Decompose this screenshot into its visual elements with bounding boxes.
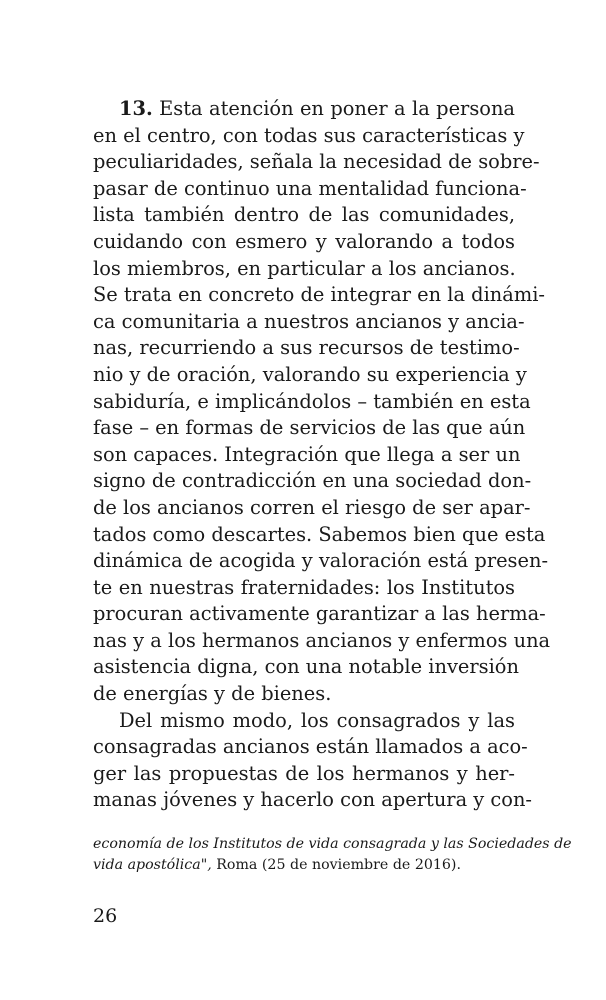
page-number: 26 (93, 905, 118, 927)
text-line: te en nuestras fraternidades: los Institutos (93, 575, 515, 599)
text-line: Se trata en concreto de integrar en la dinámi- (93, 283, 545, 307)
paragraph-13 (93, 96, 551, 708)
text-line: en el centro, con todas sus características y (93, 123, 525, 147)
text-line: Del mismo modo, los consagrados y las (119, 708, 515, 732)
text-line: asistencia digna, con una notable inversión (93, 655, 519, 679)
text-line: 13. Esta atención en poner a la persona (119, 97, 515, 120)
text-line: signo de contradicción en una sociedad don- (93, 469, 532, 493)
text-line: fase – en formas de servicios de las que aún (93, 416, 526, 440)
text-line: procuran activamente garantizar a las herma- (93, 602, 546, 626)
main-text (93, 96, 551, 814)
text-line: nio y de oración, valorando su experiencia y (93, 362, 527, 386)
text-line: ca comunitaria a nuestros ancianos y ancia- (93, 309, 525, 333)
footnote-line: economía de los Institutos de vida consagrada y las Sociedades de (93, 836, 572, 852)
text-line: pasar de continuo una mentalidad funciona- (93, 176, 527, 200)
text-line: peculiaridades, señala la necesidad de sobre- (93, 150, 540, 174)
footnote (93, 834, 572, 876)
text-line: cuidando con esmero y valorando a todos (93, 229, 515, 253)
text-line: consagradas ancianos están llamados a aco- (93, 735, 528, 759)
footnote-citation: Roma (25 de noviembre de 2016). (211, 857, 461, 873)
text-line: dinámica de acogida y valoración está presen- (93, 549, 549, 573)
text-line: lista también dentro de las comunidades, (93, 203, 515, 227)
text-line: los miembros, en particular a los ancianos. (93, 256, 516, 280)
text-line: nas y a los hermanos ancianos y enfermos una (93, 628, 551, 652)
text-line: ger las propuestas de los hermanos y her- (93, 761, 515, 785)
footnote-line (93, 855, 515, 876)
text-line: nas, recurriendo a sus recursos de testimo- (93, 336, 520, 360)
text-line: sabiduría, e implicándolos – también en esta (93, 389, 531, 413)
text-line: manas jóvenes y hacerlo con apertura y con- (93, 788, 532, 812)
paragraph-2 (93, 708, 532, 814)
paragraph-number: 13. (119, 97, 153, 120)
text-line: de los ancianos corren el riesgo de ser apar- (93, 495, 531, 519)
text-line: tados como descartes. Sabemos bien que esta (93, 522, 546, 546)
text-line: de energías y de bienes. (93, 682, 332, 706)
text-line: son capaces. Integración que llega a ser un (93, 442, 521, 466)
footnote-title-part: vida apostólica", (93, 857, 212, 873)
